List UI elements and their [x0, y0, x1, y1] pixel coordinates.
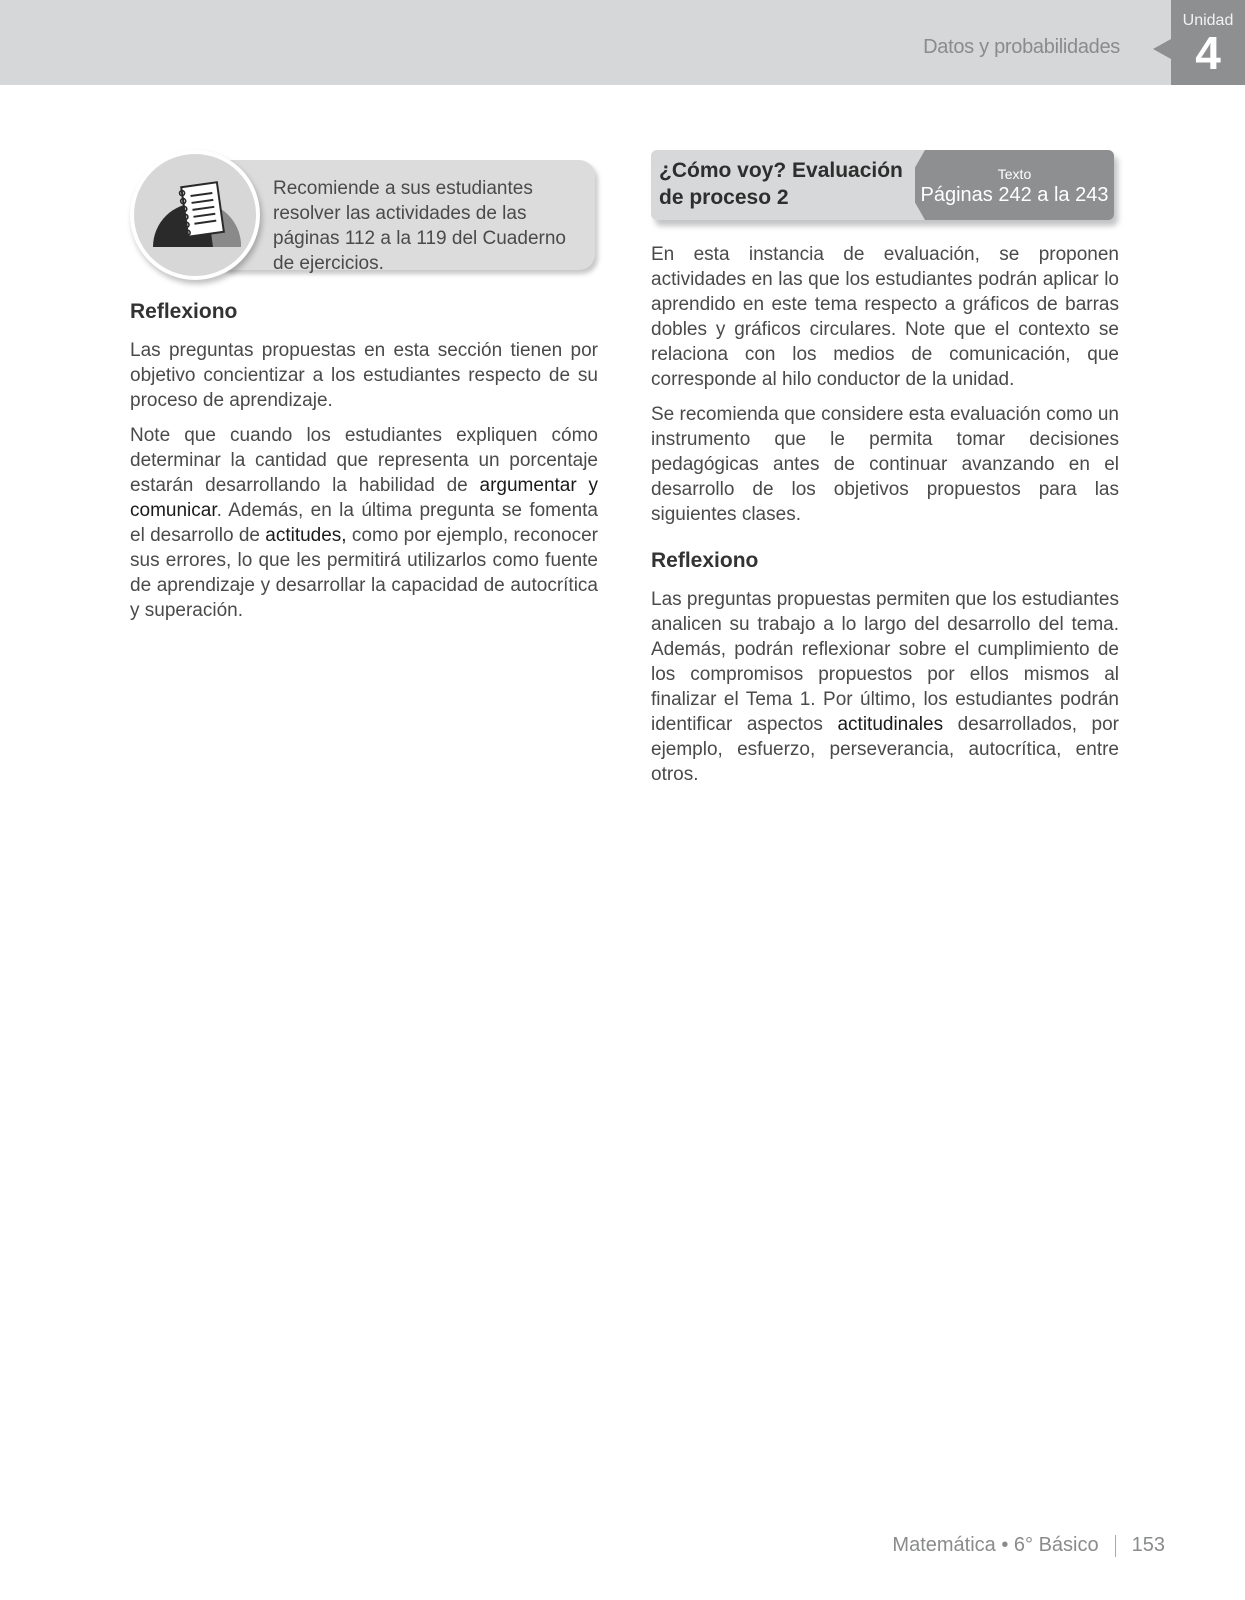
highlight-attitudes: actitudes, [265, 525, 347, 546]
right-paragraph-3 [651, 587, 1119, 787]
paragraph-text: . Además, en la última pregunta se fomenta el desarrollo de [130, 500, 598, 546]
left-paragraph-2 [130, 423, 598, 623]
unit-title: Datos y probabilidades [923, 36, 1120, 58]
unit-label: Unidad [1182, 12, 1234, 29]
left-paragraph-1: Las preguntas propuestas en esta sección tienen por objetivo concientizar a los estudiantes respecto de su proceso de aprendizaje. [130, 340, 598, 411]
paragraph-text: como por ejemplo, reconocer sus errores, lo que les permitirá utilizarlos como fuente de aprendizaje y desarrollar la capacidad de autocrítica y superación. [130, 525, 598, 621]
unit-arrow-icon [1153, 39, 1171, 59]
unit-badge [1171, 0, 1245, 85]
paragraph-text: desarrollados, por ejemplo, esfuerzo, perseverancia, autocrítica, entre otros. [651, 714, 1119, 785]
paragraph-text: Note que cuando los estudiantes expliquen cómo determinar la cantidad que representa un porcentaje estarán desarrollando la habilidad de [130, 425, 598, 496]
paragraph-text: Las preguntas propuestas permiten que los estudiantes analicen su trabajo a lo largo del desarrollo del tema. Además, podrán reflexionar sobre el cumplimiento de los compromisos propuestos por ellos mismos al finalizar el Tema 1. Por último, los estudiantes podrán identificar aspectos [651, 589, 1119, 735]
left-column [130, 300, 598, 633]
book-title: Matemática • 6° Básico [892, 1534, 1099, 1556]
section-heading-reflexiono: Reflexiono [130, 300, 238, 323]
pages-reference: Páginas 242 a la 243 [920, 184, 1109, 206]
page-number: 153 [1131, 1534, 1165, 1556]
evaluation-title: ¿Cómo voy? Evaluación de proceso 2 [659, 159, 903, 209]
notebook-icon [149, 179, 245, 249]
evaluation-banner [651, 150, 1114, 220]
text-label: Texto [997, 166, 1032, 182]
unit-number: 4 [1195, 27, 1221, 79]
right-column [651, 150, 1119, 797]
footer-divider [1115, 1535, 1116, 1557]
highlight-attitudinal: actitudinales [837, 714, 944, 735]
workbook-callout [130, 150, 600, 280]
highlight-skill: argumentar y comunicar [130, 475, 598, 521]
section-heading-reflexiono: Reflexiono [651, 549, 759, 572]
right-paragraph-2: Se recomienda que considere esta evaluación como un instrumento que le permita tomar decisiones pedagógicas antes de continuar avanzando en el desarrollo de los objetivos propuestos para las siguientes clases. [651, 404, 1119, 525]
callout-icon-circle [130, 150, 260, 280]
callout-text: Recomiende a sus estudiantes resolver las actividades de las páginas 112 a la 119 del Cuaderno de ejercicios. [273, 178, 566, 274]
right-paragraph-1: En esta instancia de evaluación, se proponen actividades en las que los estudiantes podrán aplicar lo aprendido en este tema respecto a gráficos de barras dobles y gráficos circulares. Note que el contexto se relaciona con los medios de comunicación, que corresponde al hilo conductor de la unidad. [651, 244, 1119, 390]
page-footer [892, 1534, 1165, 1557]
